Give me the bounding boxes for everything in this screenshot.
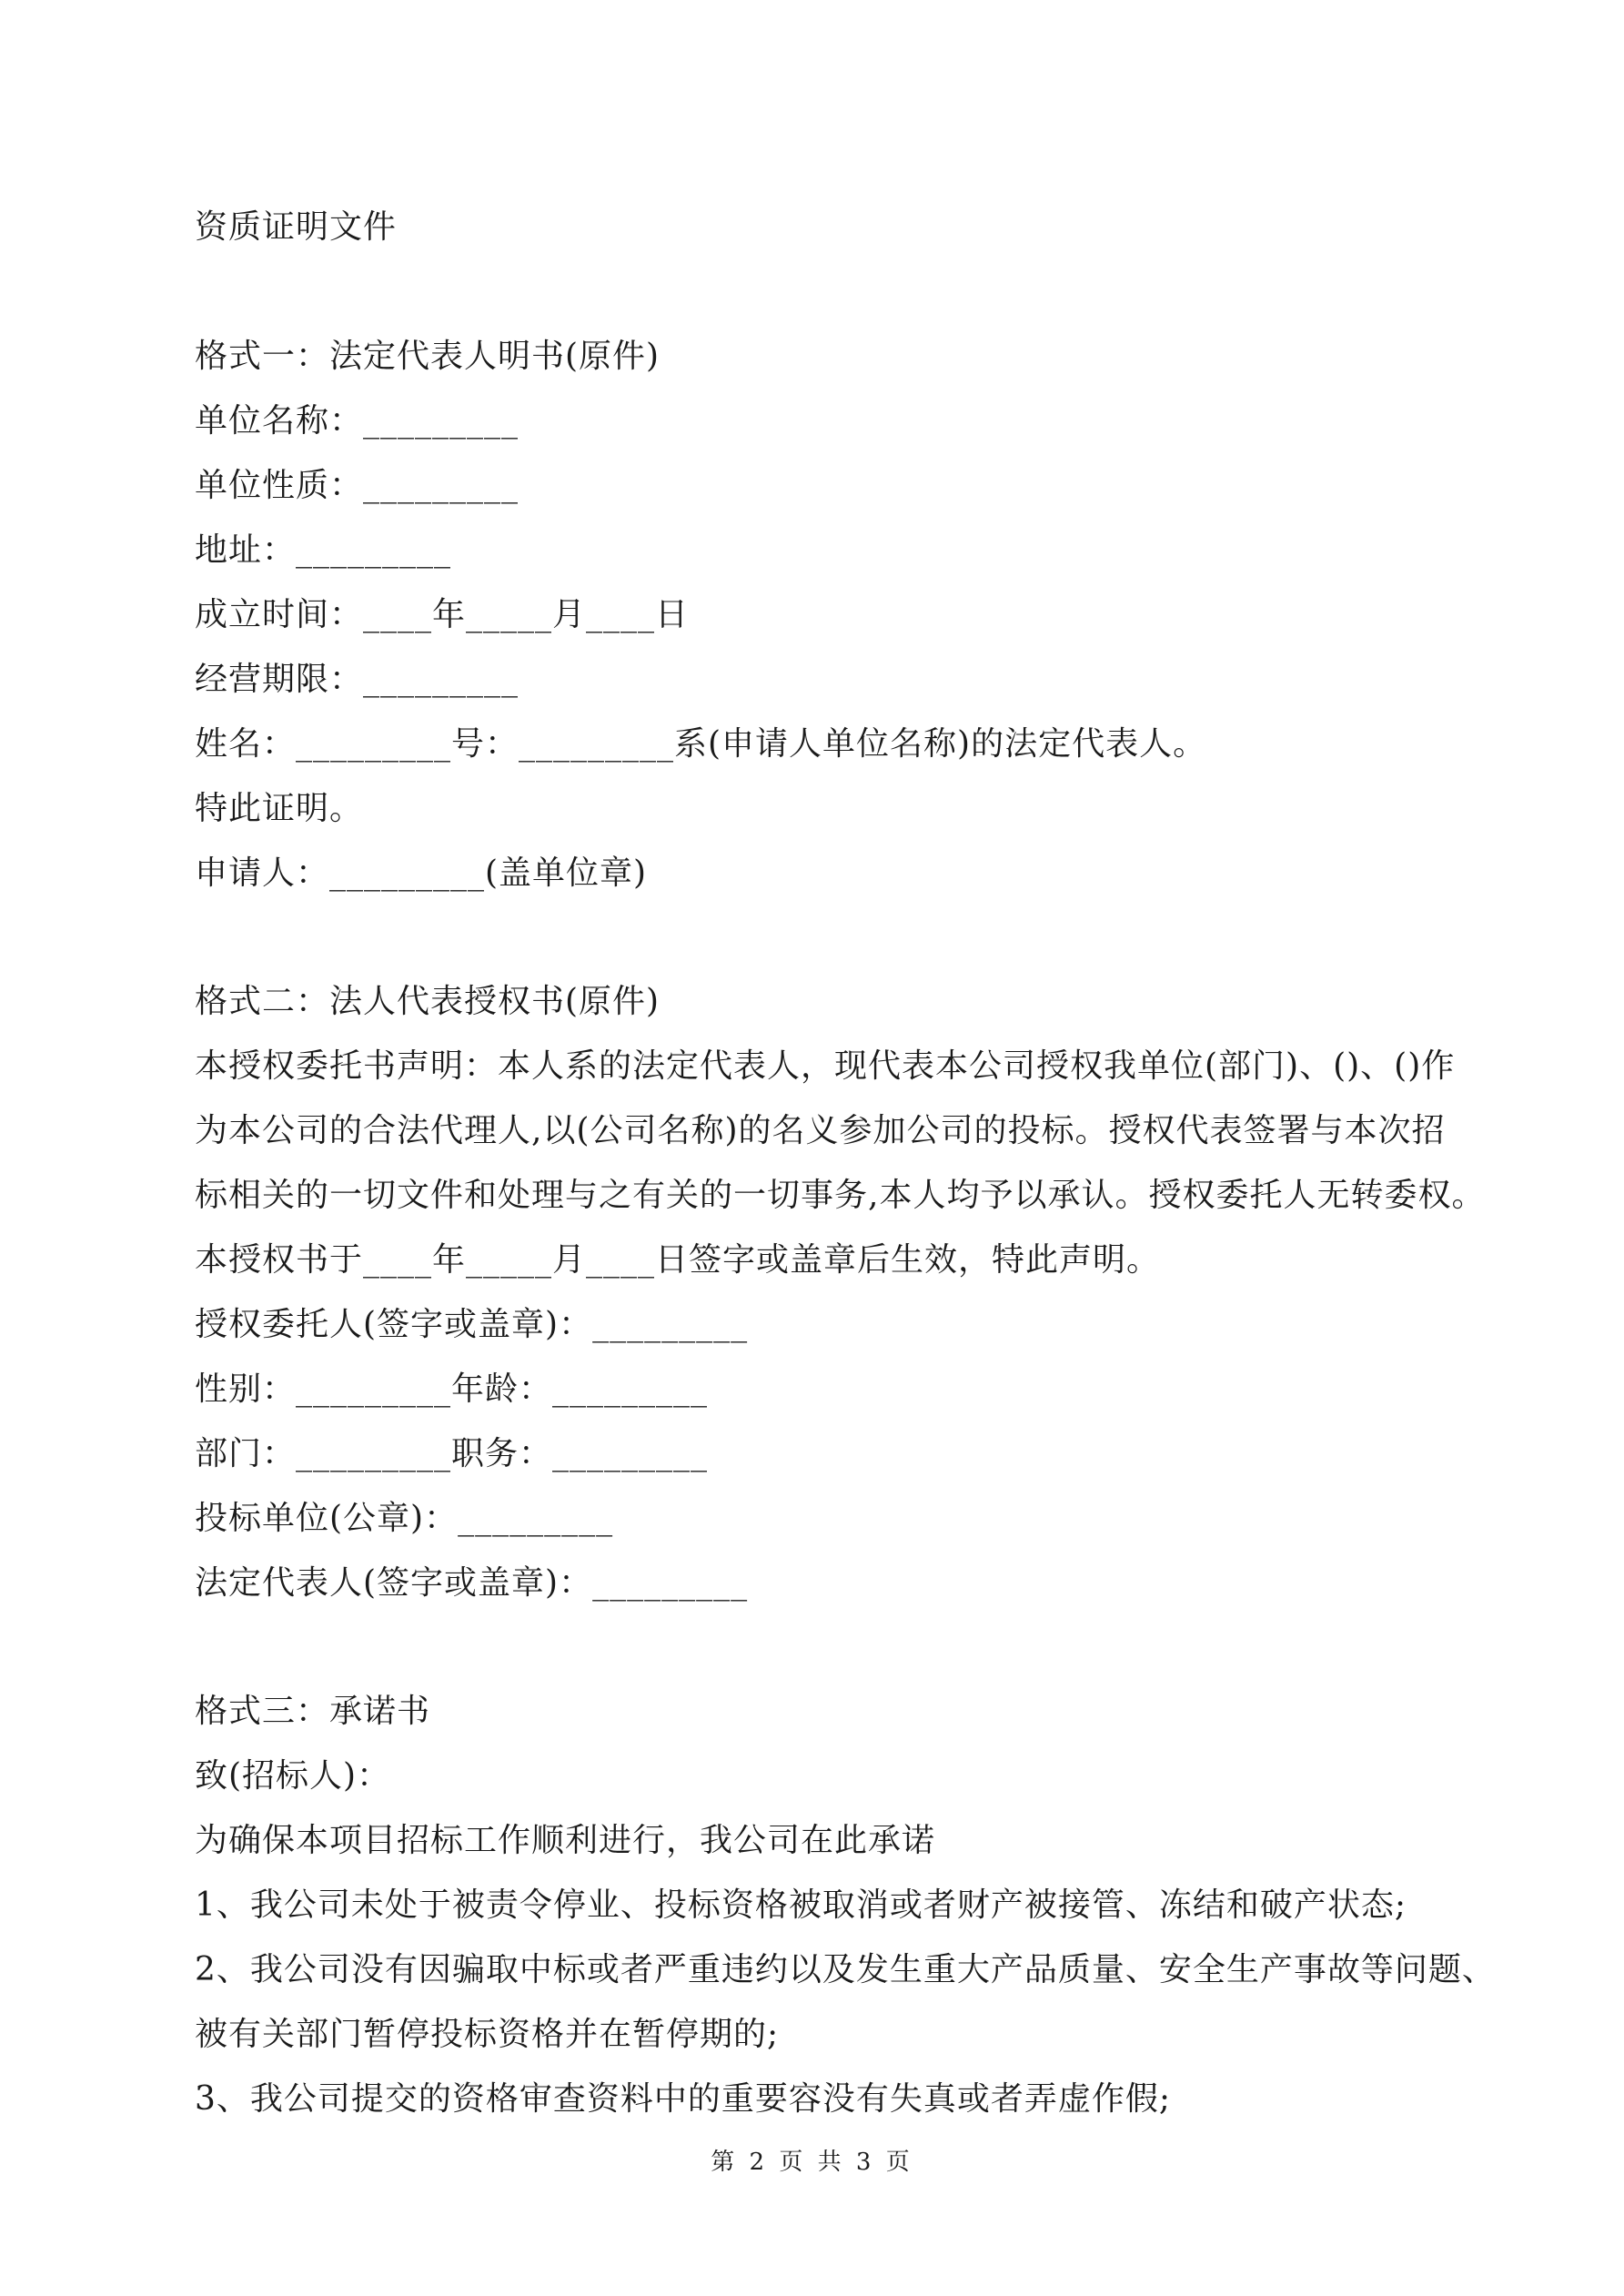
format3-item-3: 3、我公司提交的资格审查资料中的重要容没有失真或者弄虚作假;: [195, 2080, 1172, 2118]
format3-item-1: 1、我公司未处于被责令停业、投标资格被取消或者财产被接管、冻结和破产状态;: [195, 1886, 1407, 1924]
format1-established: 成立时间：____年_____月____日: [195, 596, 690, 633]
format3-item-2-line-2: 被有关部门暂停投标资格并在暂停期的;: [195, 2016, 780, 2053]
format3-to: 致(招标人)：: [195, 1757, 391, 1795]
format1-business-term: 经营期限：_________: [195, 661, 519, 698]
format1-certify: 特此证明。: [195, 790, 364, 827]
format2-paragraph-line: 本授权委托书声明：本人系的法定代表人，现代表本公司授权我单位(部门)、()、()作: [195, 1047, 1456, 1085]
format3-item-2-line-1: 2、我公司没有因骗取中标或者严重违约以及发生重大产品质量、安全生产事故等问题、: [195, 1951, 1496, 1988]
format1-unit-name: 单位名称：_________: [195, 402, 519, 440]
document-title: 资质证明文件: [195, 208, 398, 246]
format3-heading: 格式三：承诺书: [195, 1693, 431, 1730]
format2-paragraph-line: 标相关的一切文件和处理与之有关的一切事务,本人均予以承认。授权委托人无转委权。: [195, 1177, 1486, 1214]
format2-heading: 格式二：法人代表授权书(原件): [195, 983, 661, 1020]
format2-gender-age: 性别：_________年龄：_________: [195, 1371, 709, 1408]
page-number-footer: 第 2 页 共 3 页: [711, 2149, 913, 2176]
format2-principal: 授权委托人(签字或盖章)：_________: [195, 1306, 749, 1343]
format2-legal-rep: 法定代表人(签字或盖章)：_________: [195, 1564, 749, 1602]
format1-heading: 格式一：法定代表人明书(原件): [195, 338, 661, 375]
format1-address: 地址：_________: [195, 531, 452, 569]
format2-paragraph-line: 本授权书于____年_____月____日签字或盖章后生效，特此声明。: [195, 1241, 1161, 1279]
format1-name-line: 姓名：_________号：_________系(申请人单位名称)的法定代表人。: [195, 725, 1207, 763]
format2-dept-position: 部门：_________职务：_________: [195, 1435, 709, 1472]
format3-intro: 为确保本项目招标工作顺利进行，我公司在此承诺: [195, 1822, 936, 1859]
format1-applicant: 申请人：_________(盖单位章): [195, 855, 648, 892]
format2-bidder: 投标单位(公章)：_________: [195, 1500, 614, 1537]
format1-unit-nature: 单位性质：_________: [195, 467, 519, 504]
format2-paragraph-line: 为本公司的合法代理人,以(公司名称)的名义参加公司的投标。授权代表签署与本次招: [195, 1112, 1446, 1149]
